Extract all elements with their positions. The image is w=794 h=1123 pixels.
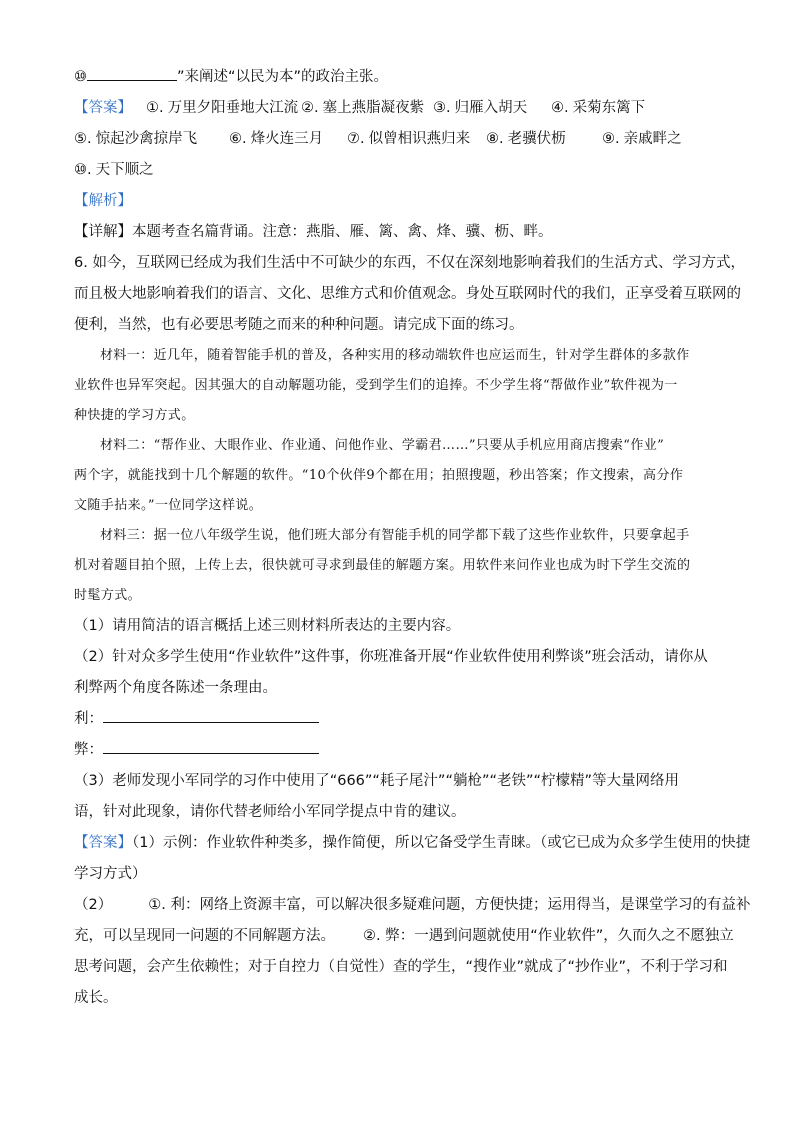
material-line: 种快捷的学习方式。 — [74, 408, 195, 423]
answers-row-3 — [74, 155, 734, 186]
sub-question-3-line: （3）老师发现小军同学的习作中使用了“666”“耗子尾汁”“躺枪”“老铁”“柠檬精”等大量网络用 — [74, 773, 680, 789]
answer2-b-num: ②. — [363, 928, 381, 944]
material-two — [74, 431, 734, 521]
answer2-a-text: 利：网络上资源丰富，可以解决很多疑难问题，方便快捷；运用得当，是课堂学习的有益补 — [170, 897, 751, 913]
q6-answer2-line-3: 思考问题，会产生依赖性；对于自控力（自觉性）查的学生，“搜作业”就成了“抄作业”，不利于学习和 — [74, 959, 728, 975]
answer2-prefix: （2） — [74, 897, 113, 913]
document-page — [74, 62, 751, 1014]
material-one — [74, 341, 734, 431]
material-line: 材料三：据一位八年级学生说，他们班大部分有智能手机的同学都下载了这些作业软件，只要拿起手 — [100, 528, 690, 543]
material-line: 材料二：“帮作业、大眼作业、作业通、问他作业、学霸君……”只要从手机应用商店搜索“作业” — [100, 438, 665, 453]
material-line: 机对着题目拍个照，上传上去，很快就可寻求到最佳的解题方案。用软件来问作业也成为时下学生交流的 — [74, 558, 691, 573]
bi-answer-line — [74, 735, 734, 766]
li-answer-line — [74, 704, 734, 735]
blank-tail-text: ”来阐述“以民为本”的政治主张。 — [177, 69, 389, 85]
sub-question-1: （1）请用简洁的语言概括上述三则材料所表达的主要内容。 — [74, 618, 461, 634]
answer-label: 【答案】 — [74, 835, 132, 851]
q6-answer-line-1 — [74, 828, 751, 859]
material-line: 材料一：近几年，随着智能手机的普及，各种实用的移动端软件也应运而生，针对学生群体的多款作 — [100, 348, 690, 363]
material-three — [74, 521, 734, 611]
answer-item: ①. 万里夕阳垂地大江流 — [146, 100, 299, 116]
material-line: 时髦方式。 — [74, 588, 142, 603]
q6-answer2-line-1 — [74, 890, 751, 921]
sub-question-3-line: 语，针对此现象，请你代替老师给小军同学提点中肯的建议。 — [74, 804, 466, 820]
li-blank — [103, 708, 319, 723]
detail-text: 本题考查名篇背诵。注意：燕脂、雁、篱、禽、烽、骥、枥、畔。 — [132, 224, 553, 240]
li-label: 利： — [74, 711, 103, 727]
q6-answer2-line-2 — [74, 921, 734, 952]
answer-label: 【答案】 — [74, 100, 132, 116]
material-line: 文随手拈来。”一位同学这样说。 — [74, 498, 263, 513]
q6-intro-line: 而且极大地影响着我们的语言、文化、思维方式和价值观念。身处互联网时代的我们，正享受着互联网的 — [74, 286, 741, 302]
answer-item: ⑦. 似曾相识燕归来 — [347, 131, 471, 147]
q6-intro-line: 6. 如今，互联网已经成为我们生活中不可缺少的东西，不仅在深刻地影响着我们的生活方式、学习方式， — [74, 255, 745, 271]
answer-item: ⑨. 亲戚畔之 — [602, 131, 682, 147]
q6-answer-line-2: 学习方式） — [74, 866, 147, 882]
sub-question-2-line: 利弊两个角度各陈述一条理由。 — [74, 680, 277, 696]
answer-text: （1）示例：作业软件种类多，操作简便，所以它备受学生青睐。（或它已成为众多学生使用的快捷 — [132, 835, 751, 851]
answer-item: ⑥. 烽火连三月 — [229, 131, 324, 147]
bi-blank — [103, 739, 319, 754]
blank-number: ⑩ — [74, 69, 87, 85]
material-line: 业软件也异军突起。因其强大的自动解题功能，受到学生们的追捧。不少学生将“帮做作业”软件视为一 — [74, 378, 678, 393]
sub-question-2-line: （2）针对众多学生使用“作业软件”这件事，你班准备开展“作业软件使用利弊谈”班会活动，请你从 — [74, 649, 708, 665]
q6-intro — [74, 248, 745, 341]
detail-label: 【详解】 — [74, 224, 132, 240]
sub-question-2 — [74, 642, 734, 704]
q6-intro-line: 便利，当然，也有必要思考随之而来的种种问题。请完成下面的练习。 — [74, 317, 524, 333]
q5-blank-line — [74, 62, 734, 93]
detail-line — [74, 217, 734, 248]
answer-blank — [87, 66, 177, 81]
answer-item: ②. 塞上燕脂凝夜紫 — [301, 100, 425, 116]
answer2-a-num: ①. — [148, 897, 166, 913]
answer-item: ③. 归雁入胡天 — [433, 100, 528, 116]
sub-question-3 — [74, 766, 734, 828]
answer-item: ④. 采菊东篱下 — [551, 100, 646, 116]
bi-label: 弊： — [74, 742, 103, 758]
answers-row-2 — [74, 124, 734, 155]
answer-item: ⑩. 天下顺之 — [74, 162, 154, 178]
answers-row-1 — [74, 93, 734, 124]
answer2-a-text2: 充，可以呈现同一问题的不同解题方法。 — [74, 928, 335, 944]
analysis-label: 【解析】 — [74, 193, 132, 209]
answer2-b-text: 弊：一遇到问题就使用“作业软件”，久而久之不愿独立 — [385, 928, 734, 944]
answer-item: ⑤. 惊起沙禽掠岸飞 — [74, 131, 198, 147]
answer-item: ⑧. 老骥伏枥 — [486, 131, 566, 147]
material-line: 两个字，就能找到十几个解题的软件。“10个伙伴9个都在用；拍照搜题，秒出答案；作文搜索，高分作 — [74, 468, 684, 483]
q6-answer2-line-4: 成长。 — [74, 990, 118, 1006]
